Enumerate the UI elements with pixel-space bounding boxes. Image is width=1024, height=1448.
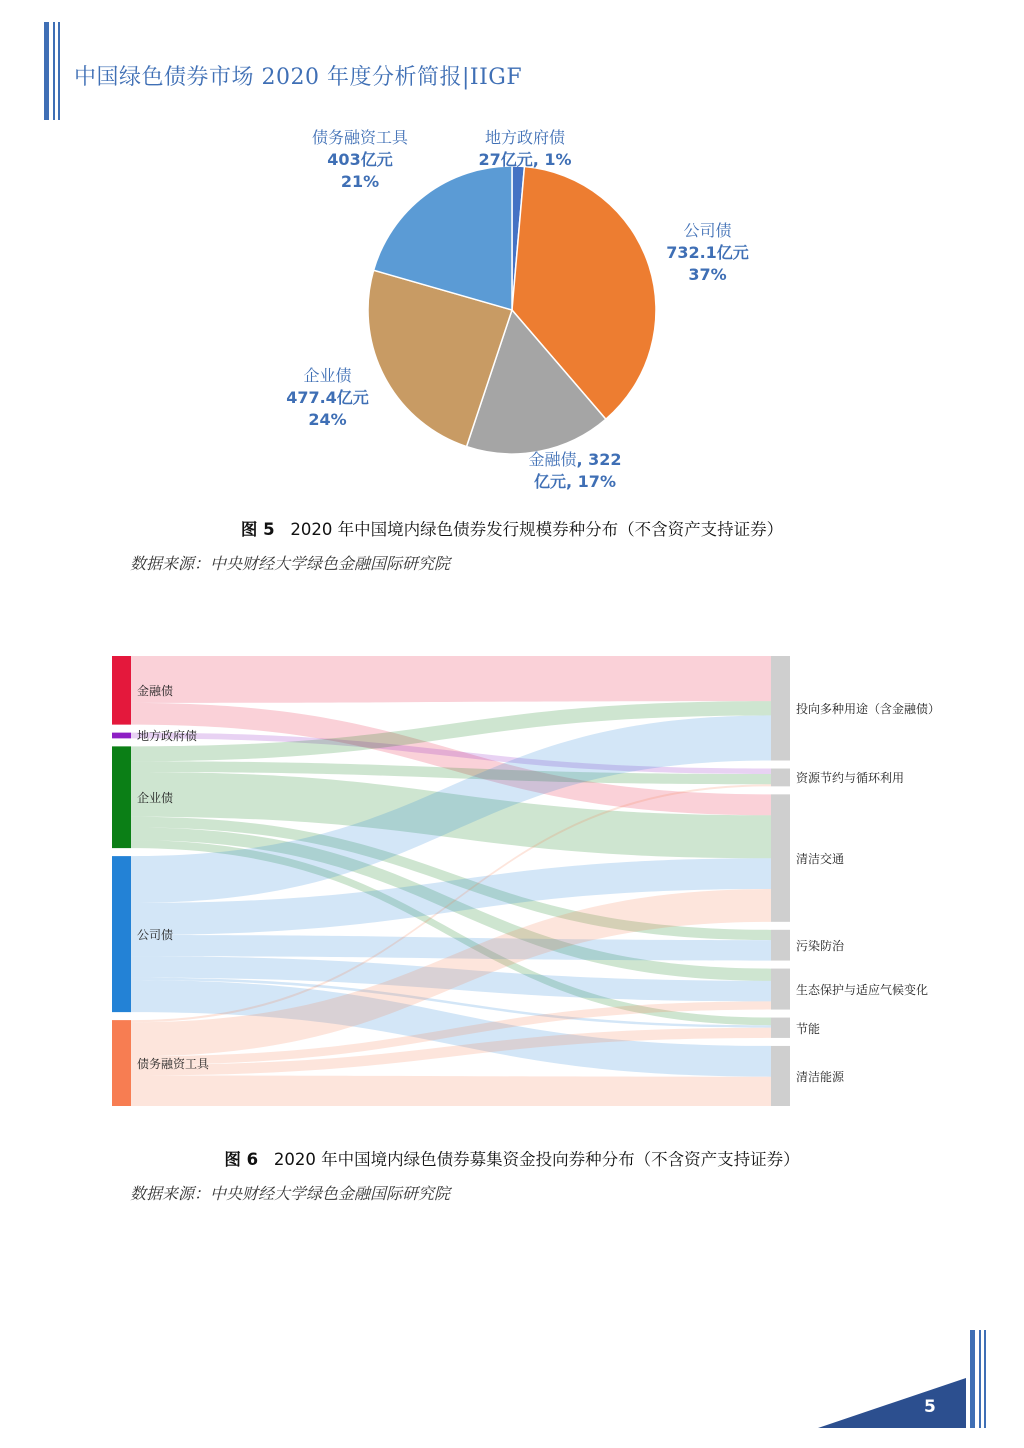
sankey-source-node: [112, 856, 131, 1012]
sankey-flow: [131, 656, 771, 703]
pie-label-corporate-bond: 公司债 732.1亿元 37%: [666, 221, 749, 284]
sankey-target-label: 清洁能源: [796, 1069, 845, 1084]
pie-label-debt-financing-instrument: 债务融资工具 403亿元 21%: [311, 128, 408, 191]
sankey-target-node: [771, 969, 790, 1010]
sankey-target-label: 投向多种用途（含金融债）: [796, 702, 941, 717]
pie-label-financial-bond: 金融债, 322 亿元, 17%: [528, 450, 622, 491]
sankey-target-label: 污染防治: [796, 939, 845, 954]
sankey-target-node: [771, 794, 790, 921]
sankey-source-label: 债务融资工具: [137, 1057, 210, 1072]
sankey-source-label: 公司债: [137, 928, 174, 943]
sankey-target-node: [771, 1046, 790, 1106]
sankey-source-node: [112, 733, 131, 739]
sankey-target-node: [771, 930, 790, 961]
sankey-flow: [131, 1076, 771, 1106]
sankey-target-label: 节能: [796, 1021, 821, 1036]
figure6-source: 数据来源：中央财经大学绿色金融国际研究院: [130, 1184, 451, 1203]
sankey-source-node: [112, 746, 131, 848]
page-number: 5: [924, 1397, 936, 1417]
sankey-source-label: 地方政府债: [137, 729, 198, 744]
figure5-source: 数据来源：中央财经大学绿色金融国际研究院: [130, 554, 451, 573]
footer-decoration-bars: [970, 1330, 988, 1428]
sankey-source-label: 金融债: [137, 684, 174, 699]
sankey-source-label: 企业债: [137, 791, 174, 806]
pie-label-enterprise-bond: 企业债 477.4亿元 24%: [286, 366, 369, 429]
sankey-source-node: [112, 1020, 131, 1106]
sankey-target-node: [771, 656, 790, 761]
sankey-target-label: 生态保护与适应气候变化: [796, 983, 929, 998]
pie-label-local-government-bond: 地方政府债 27亿元, 1%: [478, 128, 572, 169]
sankey-target-label: 清洁交通: [796, 852, 845, 867]
sankey-target-node: [771, 769, 790, 787]
figure6-caption: 图 6 2020 年中国境内绿色债券募集资金投向券种分布（不含资产支持证券）: [224, 1150, 800, 1169]
header-title: 中国绿色债券市场 2020 年度分析简报|IIGF: [74, 65, 523, 90]
sankey-target-label: 资源节约与循环利用: [796, 771, 905, 786]
figure5-caption: 图 5 2020 年中国境内绿色债券发行规模券种分布（不含资产支持证券）: [240, 520, 784, 539]
sankey-target-node: [771, 1018, 790, 1038]
pie-chart: [0, 0, 1024, 500]
sankey-source-node: [112, 656, 131, 725]
page-number-triangle: [818, 1378, 968, 1430]
